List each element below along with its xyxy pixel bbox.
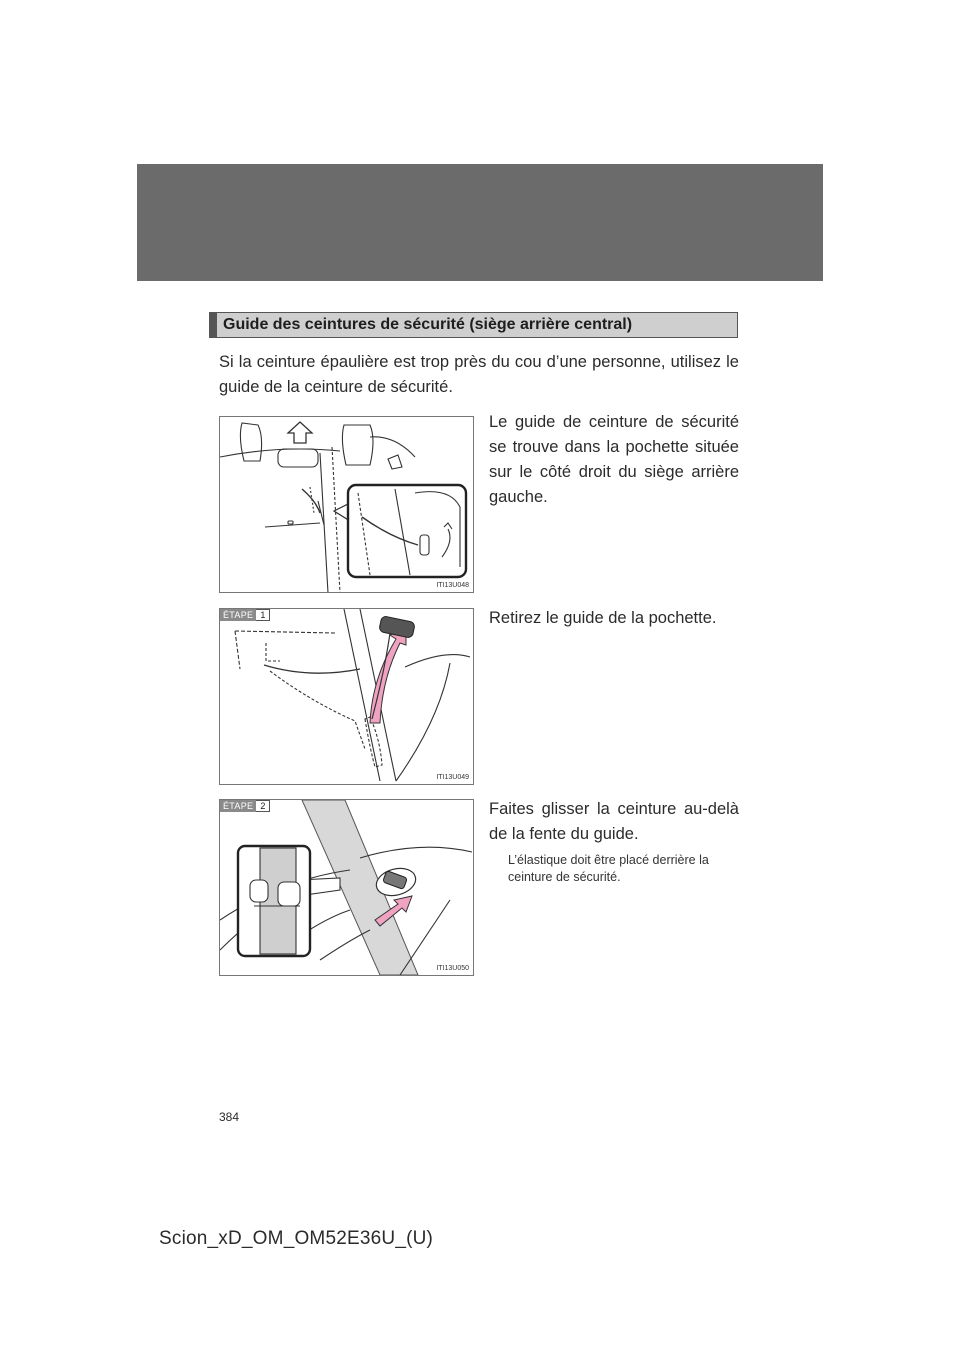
page-header-band [137, 164, 823, 281]
step-number: 2 [256, 800, 270, 812]
step-label: ÉTAPE [220, 800, 256, 812]
remove-arrow-icon [370, 627, 406, 723]
figure-3-note: L’élastique doit être placé derrière la ceinture de sécurité. [508, 853, 709, 884]
step-badge [220, 609, 270, 621]
footer-document-code: Scion_xD_OM_OM52E36U_(U) [159, 1228, 434, 1249]
section-title: Guide des ceintures de sécurité (siège arrière central) [209, 312, 738, 338]
seat-belt-guide-illustration [220, 609, 474, 782]
figure-1-description: Le guide de ceinture de sécurité se trouve dans la pochette située sur le côté droit du siège arrière gauche. [489, 413, 739, 506]
seat-belt-guide-pocket-illustration [220, 417, 474, 593]
figure-guide-location [219, 416, 474, 593]
figure-2-description: Retirez le guide de la pochette. [489, 609, 717, 627]
step-label: ÉTAPE [220, 609, 256, 621]
figure-3-description: Faites glisser la ceinture au-delà de la fente du guide. [489, 800, 739, 843]
step-badge [220, 800, 270, 812]
figure-code: ITI13U048 [436, 582, 469, 589]
page-number: 384 [219, 1110, 240, 1124]
step-number: 1 [256, 609, 270, 621]
figure-step-2 [219, 799, 474, 976]
belt-clip-illustration [220, 800, 474, 975]
figure-code: ITI13U049 [436, 774, 469, 781]
intro-paragraph: Si la ceinture épaulière est trop près du cou d’une personne, utilisez le guide de la ceinture de sécurité. [219, 353, 739, 396]
figure-code: ITI13U050 [436, 965, 469, 972]
figure-step-1 [219, 608, 474, 785]
arrow-up-icon [288, 422, 312, 443]
